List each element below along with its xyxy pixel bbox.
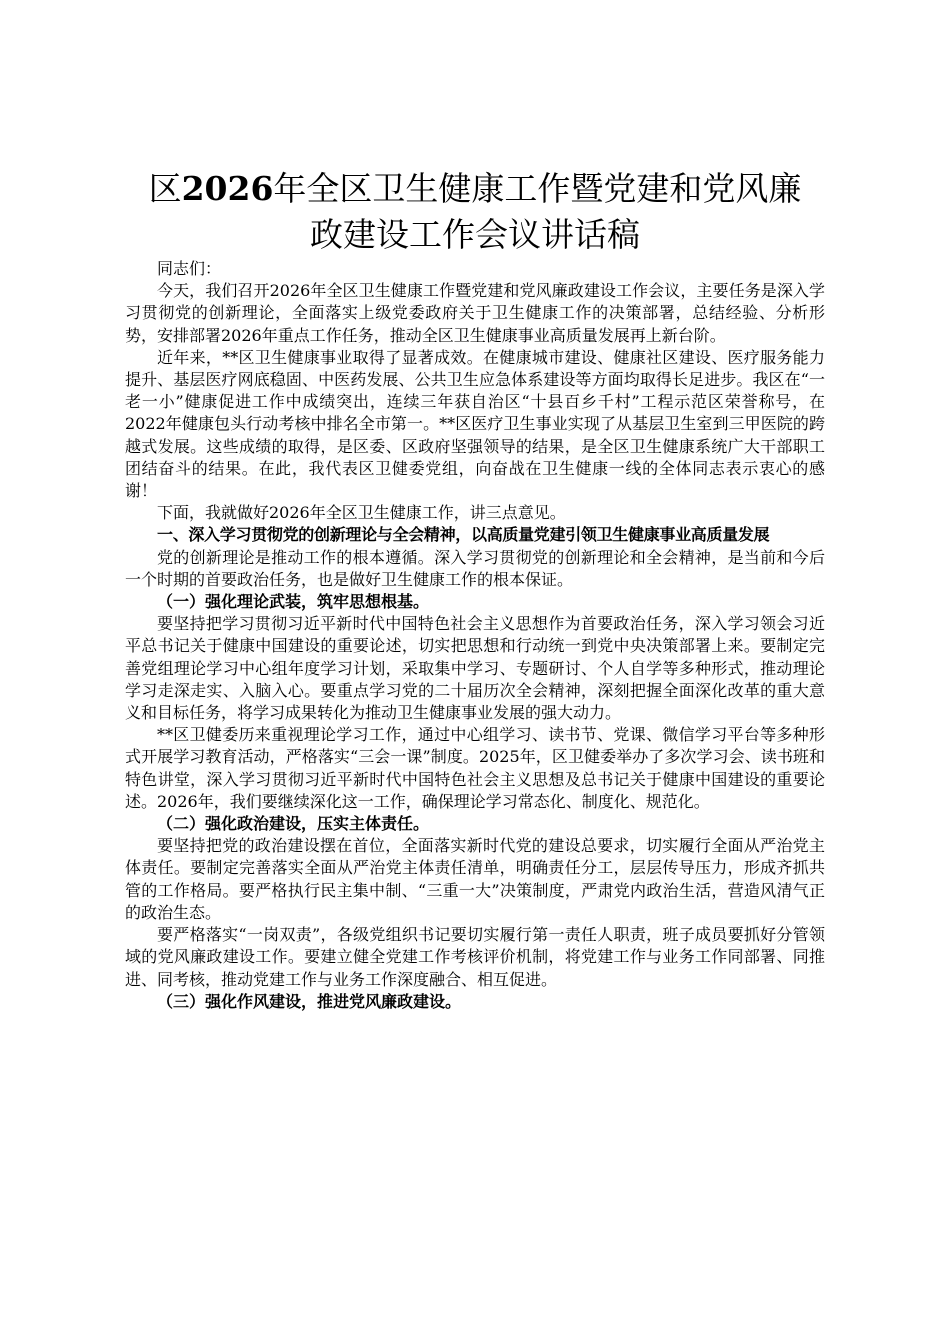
subsection-heading: （一）强化理论武装，筑牢思想根基。 [157,592,430,612]
paragraph: 党的创新理论是推动工作的根本遵循。深入学习贯彻党的创新理论和全会精神，是当前和今后一个时期的首要政治任务，也是做好卫生健康工作的根本保证。 [125,547,825,589]
paragraph: **区卫健委历来重视理论学习工作，通过中心组学习、读书节、党课、微信学习平台等多种形式开展学习教育活动，严格落实“三会一课”制度。2025年，区卫健委举办了多次学习会、读书班和特色讲堂，深入学习贯彻习近平新时代中国特色社会主义思想及总书记关于健康中国建设的重要论述。2026年，我们要继续深化这一工作，确保理论学习常态化、制度化、规范化。 [125,725,825,811]
title-year: 2026 [181,169,274,208]
document-body [125,258,825,1013]
subsection-heading: （二）强化政治建设，压实主体责任。 [157,814,430,834]
paragraph: 要坚持把学习贯彻习近平新时代中国特色社会主义思想作为首要政治任务，深入学习领会习近平总书记关于健康中国建设的重要论述，切实把思想和行动统一到党中央决策部署上来。要制定完善党组理论学习中心组年度学习计划，采取集中学习、专题研讨、个人自学等多种形式，推动理论学习走深走实、入脑入心。要重点学习党的二十届历次全会精神，深刻把握全面深化改革的重大意义和目标任务，将学习成果转化为推动卫生健康事业发展的强大动力。 [125,614,825,723]
subsection-heading: （三）强化作风建设，推进党风廉政建设。 [157,991,462,1011]
title-line1-rest: 年全区卫生健康工作暨党建和党风廉 [273,169,802,208]
paragraph: 要严格落实“一岗双责”，各级党组织书记要切实履行第一责任人职责，班子成员要抓好分管领域的党风廉政建设工作。要建立健全党建工作考核评价机制，将党建工作与业务工作同部署、同推进、同考核，推动党建工作与业务工作深度融合、相互促进。 [125,925,825,989]
section-heading: 一、深入学习贯彻党的创新理论与全会精神，以高质量党建引领卫生健康事业高质量发展 [157,525,770,545]
paragraph: 今天，我们召开2026年全区卫生健康工作暨党建和党风廉政建设工作会议，主要任务是深入学习贯彻党的创新理论，全面落实上级党委政府关于卫生健康工作的决策部署，总结经验、分析形势，安排部署2026年重点工作任务，推动全区卫生健康事业高质量发展再上新台阶。 [125,281,825,345]
document-title [125,166,825,258]
paragraph: 下面，我就做好2026年全区卫生健康工作，讲三点意见。 [157,503,566,523]
paragraph: 近年来，**区卫生健康事业取得了显著成效。在健康城市建设、健康社区建设、医疗服务能力提升、基层医疗网底稳固、中医药发展、公共卫生应急体系建设等方面均取得长足进步。我区在“一老一小”健康促进工作中成绩突出，连续三年获自治区“十县百乡千村”工程示范区荣誉称号，在2022年健康包头行动考核中排名全市第一。**区医疗卫生事业实现了从基层卫生室到三甲医院的跨越式发展。这些成绩的取得，是区委、区政府坚强领导的结果，是全区卫生健康系统广大干部职工团结奋斗的结果。在此，我代表区卫健委党组，向奋战在卫生健康一线的全体同志表示衷心的感谢！ [125,347,825,501]
paragraph: 要坚持把党的政治建设摆在首位，全面落实新时代党的建设总要求，切实履行全面从严治党主体责任。要制定完善落实全面从严治党主体责任清单，明确责任分工，层层传导压力，形成齐抓共管的工作格局。要严格执行民主集中制、“三重一大”决策制度，严肃党内政治生活，营造风清气正的政治生态。 [125,836,825,922]
title-line2: 政建设工作会议讲话稿 [310,215,640,254]
salutation: 同志们： [157,259,222,278]
title-prefix: 区 [148,169,182,208]
